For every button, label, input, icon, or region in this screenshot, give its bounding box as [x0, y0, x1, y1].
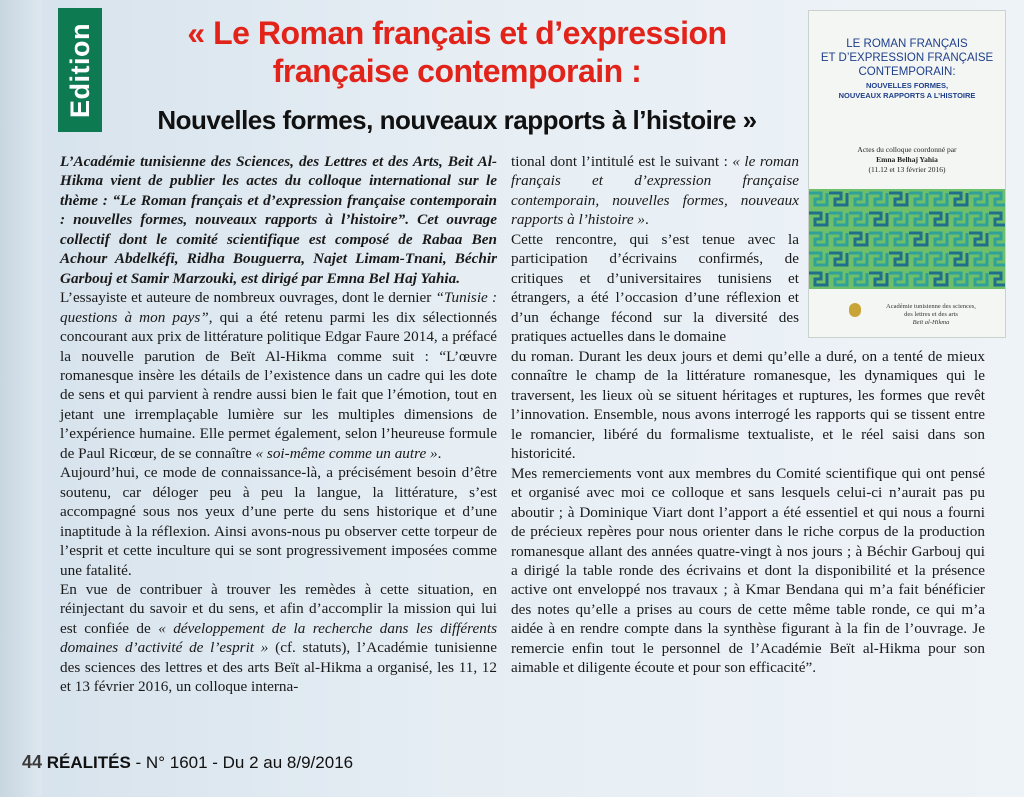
book-title: LE ROMAN FRANÇAIS ET D’EXPRESSION FRANÇAISE CONTEMPORAIN: [820, 38, 994, 78]
previous-page-edge [0, 0, 42, 797]
book-subtitle: NOUVELLES FORMES, NOUVEAUX RAPPORTS A L’HISTOIRE [838, 81, 976, 100]
column-2-upper [511, 152, 799, 347]
paragraph: Cette rencontre, qui s’est tenue avec la participation d’écrivains confirmés, de critiques et d’universitaires tunisiens et étrangers, a été l’occasion d’une réflexion et d’un échange fécond sur la diversité des pratiques actuelles dans le domaine [511, 230, 799, 346]
page-number: 44 [22, 752, 43, 772]
article-subtitle: Nouvelles formes, nouveaux rapports à l’histoire » [157, 105, 757, 135]
title-line-2: française contemporain : [272, 53, 642, 89]
section-tab [58, 8, 102, 132]
magazine-name: RÉALITÉS [46, 753, 131, 772]
book-publisher: Académie tunisienne des sciences, des lettres et des arts Beït al-Hikma [886, 303, 976, 326]
section-label: Edition [64, 22, 95, 118]
article-title [112, 14, 802, 90]
page-footer [22, 752, 353, 773]
book-cover [808, 10, 1006, 338]
lead-paragraph: L’Académie tunisienne des Sciences, des Lettres et des Arts, Beit Al-Hikma vient de publier les actes du colloque international sur le thème : “Le Roman français et d’expression française contemporain : nouvelles formes, nouveaux rapports à l’histoire”. Cet ouvrage collectif dont le comité scientifique est composé de Rabaa Ben Achour Abdelkéfi, Ridha Bouguerra, Najet Limam-Tnani, Béchir Garbouj et Samir Marzouki, est dirigé par Emna Bel Haj Yahia. [60, 153, 497, 287]
paragraph: du roman. Durant les deux jours et demi qu’elle a duré, on a tenté de mieux connaître le champ de la littérature romanesque, les dynamiques qui le traversent, les lieux où se situent héritages et ruptures, les formes que revêt l’innovation. Ensemble, nous avons interrogé les rapports qui se tissent entre le romancier, libéré du formalisme textualiste, et le réel saisi dans son historicité. [511, 348, 985, 463]
paragraph: L’essayiste et auteure de nombreux ouvrages, dont le dernier “Tunisie : questions à mon pays”, qui a été retenu parmi les dix sélectionnés concourant aux prix de littérature politique Edgar Faure 2014, a préfacé la nouvelle parution de Beït Al-Hikma comme suit : “L’œuvre romanesque insère les détails de l’existence dans un cadre qui les dote de sens et qui parvient à rendre aussi bien le fait que l’émotion, tout en jetant une irremplaçable lumière sur les multiples dimensions de l’expérience humaine. Elle permet également, selon l’heureuse formule de Paul Ricœur, de se connaître « soi-même comme un autre ». [60, 289, 498, 462]
paragraph: Mes remerciements vont aux membres du Comité scientifique qui ont pensé et organisé avec moi ce colloque et sans lesquels celui-ci n’aurait pas pu aboutir ; à Dominique Viart dont l’apport a été essentiel et qui nous a fourni de précieux repères pour nous orienter dans le riche corpus de la production romanesque allant des années quatre-vingt à nos jours ; à Béchir Garbouj qui a dirigé la table ronde des écrivains et dont la disponibilité et la présence active ont enveloppé nos travaux ; à Kmar Bendana qui m’a fait bénéficier des notes qu’elle a prises au cours de cette même table ronde, ce qui m’a aidée à en rendre compte dans la synthèse figurant à la fin de l’ouvrage. Je remercie enfin tout le personnel de l’Académie Beït al-Hikma pour son aimable et diligente écoute et pour son efficacité”. [511, 464, 985, 677]
issue-info: - N° 1601 - Du 2 au 8/9/2016 [130, 753, 354, 772]
book-info: Actes du colloque coordonné par Emna Belhaj Yahia (11.12 et 13 février 2016) [857, 145, 957, 174]
book-cover-pattern [809, 189, 1005, 289]
paragraph: En vue de contribuer à trouver les remèdes à cette situation, en réinjectant du savoir et du sens, et afin d’accomplir la mission qui lui est confiée de « développement de la recherche dans les différents domaines d’activité de l’esprit » (cf. statuts), l’Académie tunisienne des sciences des lettres et des arts Beït al-Hikma a organisé, les 11, 12 et 13 février 2016, un colloque interna- [60, 580, 497, 696]
paragraph: Aujourd’hui, ce mode de connaissance-là, a précisément besoin d’être soutenu, car déloger peu à peu la langue, la littérature, s’est accompagné sous nos yeux d’une perte du sens historique et d’une inaptitude à la réflexion. Ainsi avons-nous pu observer cette torpeur de l’esprit et cette inculture qui se sont progressivement imposées comme une fatalité. [60, 464, 497, 579]
academy-logo-icon [849, 303, 861, 317]
column-1 [60, 152, 497, 697]
title-line-1: « Le Roman français et d’expression [187, 15, 727, 51]
column-2-lower [511, 347, 985, 678]
paragraph: tional dont l’intitulé est le suivant : « le roman français et d’expression française contemporain, nouvelles formes, nouveaux rapports à l’histoire ». [511, 153, 799, 229]
